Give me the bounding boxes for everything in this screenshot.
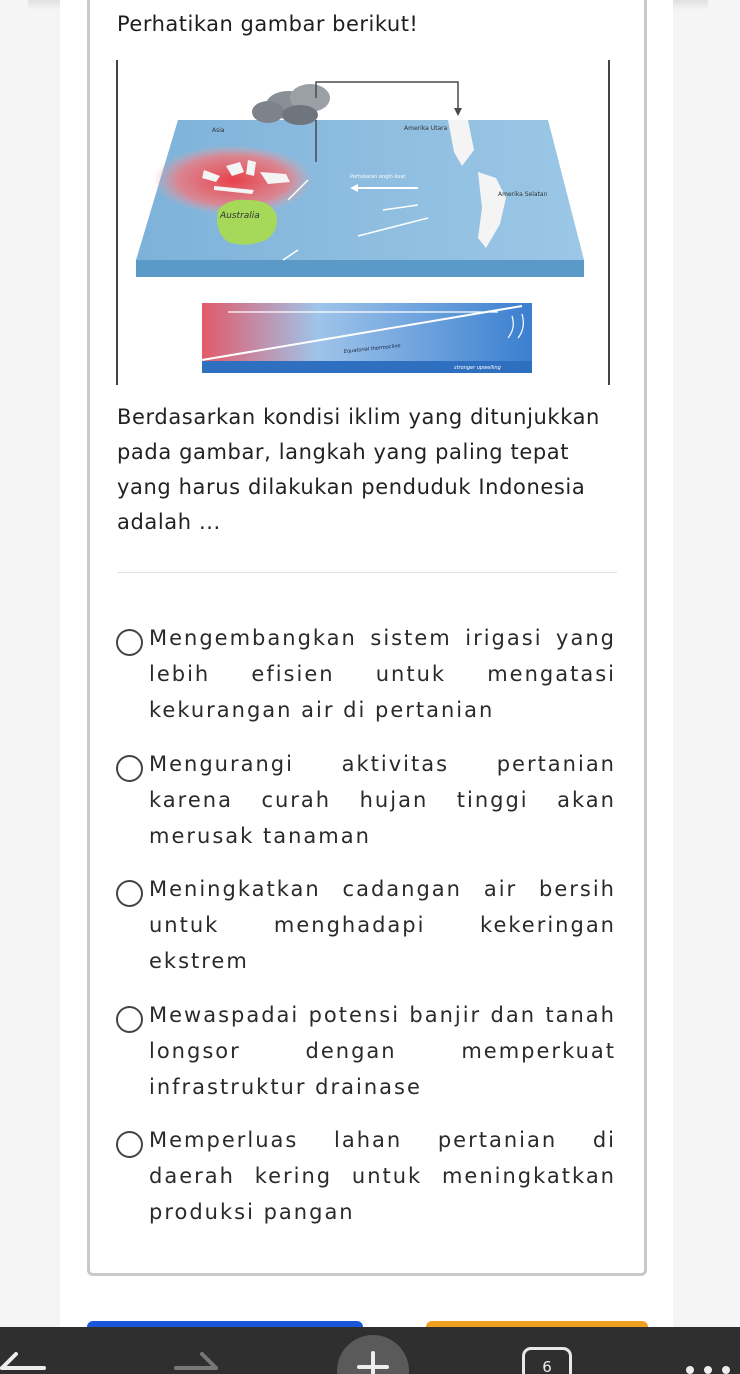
option-text: Mewaspadai potensi banjir dan tanah longsor dengan memperkuat infrastruktur drainase — [149, 1002, 616, 1099]
label-north-america: Amerika Utara — [404, 125, 448, 132]
label-south-america: Amerika Selatan — [498, 191, 548, 198]
plus-icon — [347, 1345, 399, 1374]
label-australia: Australia — [220, 211, 260, 221]
option-text: Mengurangi aktivitas pertanian karena curah hujan tinggi akan merusak tanaman — [149, 751, 616, 848]
label-thermocline: Equatorial thermocline — [343, 343, 401, 355]
back-arrow-icon[interactable] — [0, 1346, 50, 1374]
label-trade-wind: Pertukaran angin kuat — [350, 174, 406, 180]
climate-figure — [116, 60, 610, 385]
radio-button[interactable] — [116, 1131, 143, 1158]
question-title: Perhatikan gambar berikut! — [117, 12, 419, 36]
radio-button[interactable] — [116, 755, 143, 782]
option-text: Meningkatkan cadangan air bersih untuk menghadapi kekeringan ekstrem — [149, 877, 616, 973]
walker-circulation-diagram — [118, 60, 608, 385]
rain-cloud-icon — [252, 84, 330, 125]
option-e[interactable] — [115, 1122, 620, 1248]
answer-options — [115, 620, 620, 1248]
option-c[interactable] — [115, 871, 620, 997]
radio-button[interactable] — [116, 880, 143, 907]
option-text: Mengembangkan sistem irigasi yang lebih efisien untuk mengatasi kekurangan air di pertanian — [149, 626, 616, 722]
tabs-icon[interactable] — [522, 1347, 572, 1374]
label-upwelling: stronger upwelling — [454, 365, 501, 371]
forward-arrow-icon[interactable] — [170, 1348, 220, 1374]
divider — [117, 572, 617, 573]
option-a[interactable] — [115, 620, 620, 746]
option-text: Memperluas lahan pertanian di daerah kering untuk meningkatkan produksi pangan — [149, 1128, 616, 1224]
question-stem: Berdasarkan kondisi iklim yang ditunjukkan pada gambar, langkah yang paling tepat yang harus dilakukan penduduk Indonesia adalah ... — [117, 405, 600, 534]
label-asia: Asia — [212, 127, 225, 134]
option-d[interactable] — [115, 997, 620, 1123]
radio-button[interactable] — [116, 629, 143, 656]
option-b[interactable] — [115, 746, 620, 872]
tab-count: 6 — [542, 1358, 552, 1374]
radio-button[interactable] — [116, 1006, 143, 1033]
more-icon[interactable] — [684, 1364, 734, 1374]
